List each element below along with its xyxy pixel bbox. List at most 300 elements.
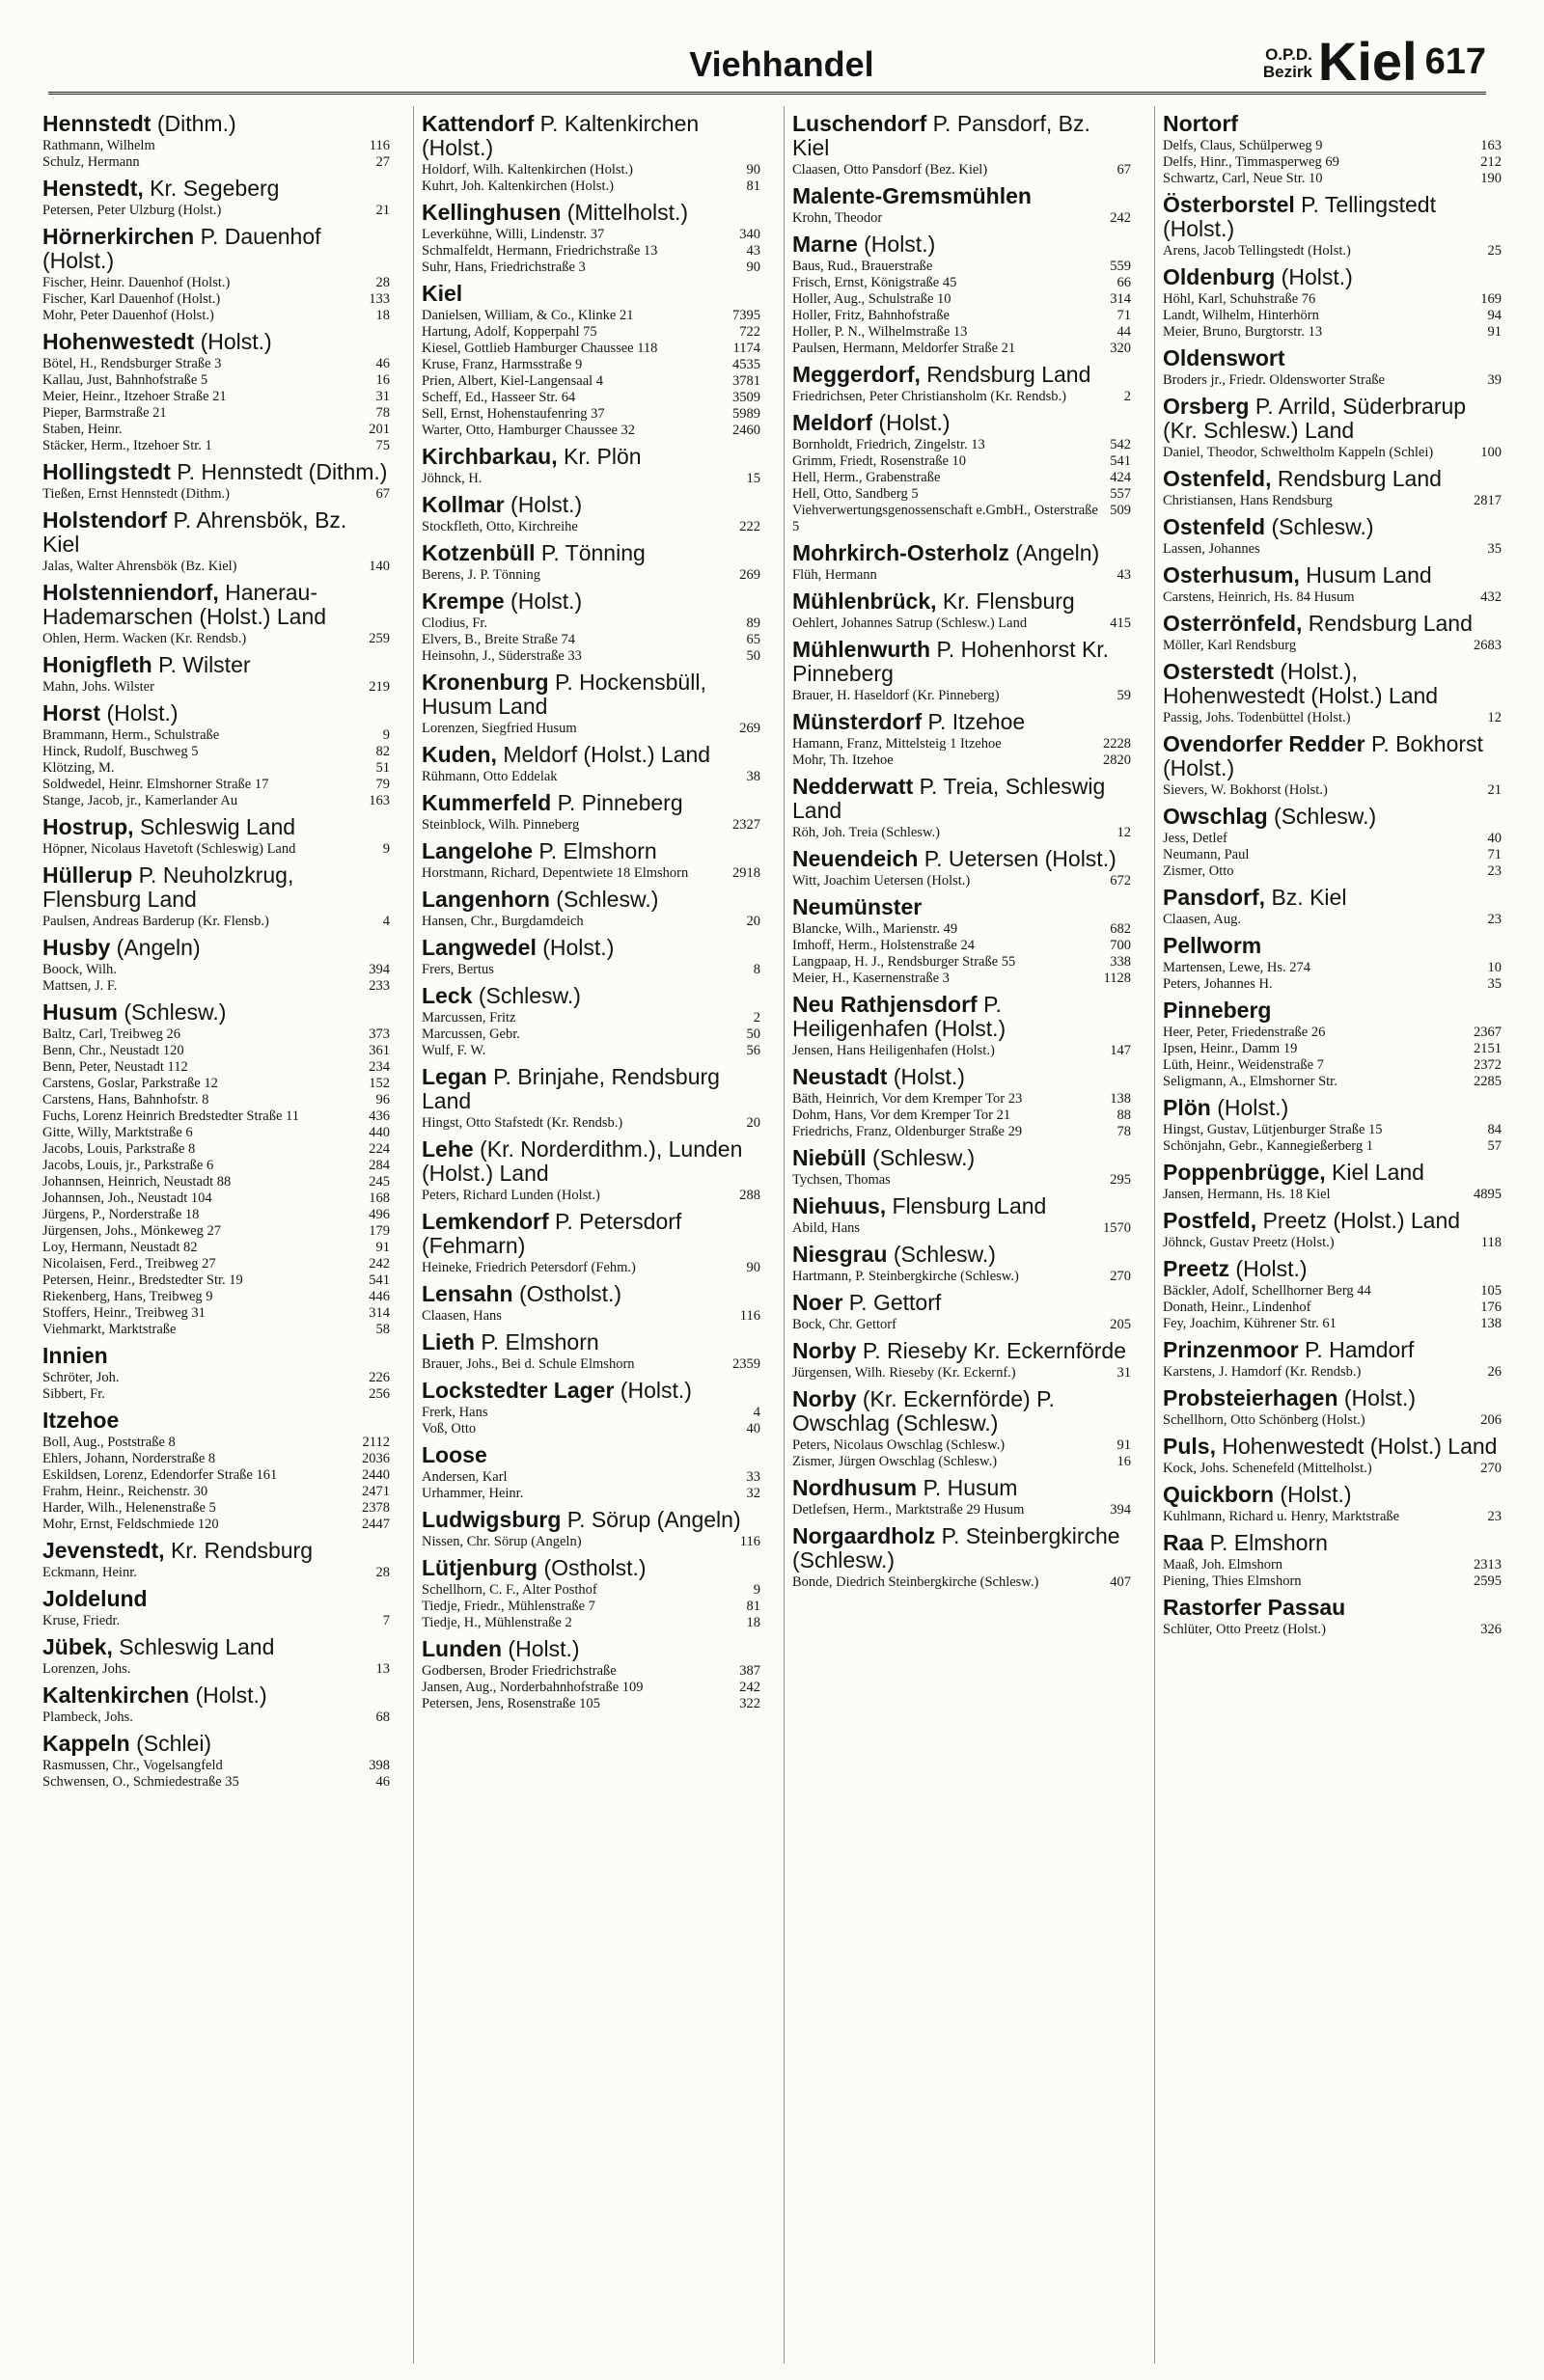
phone-number: 9 [382,841,390,857]
dealer-entry [792,954,1131,971]
place-block [792,541,1131,584]
dealer-name: Harder, Wilh., Helenenstraße 5 [42,1500,216,1516]
place-heading [422,445,760,469]
dealer-name: Carstens, Hans, Bahnhofstr. 8 [42,1092,209,1108]
dealer-entry [42,1272,390,1289]
place-qualifier: (Holst.) [1275,264,1353,289]
place-heading [792,895,1131,919]
phone-number: 682 [1110,921,1131,937]
place-name: Kuden, [422,742,497,767]
dealer-entry [42,793,390,809]
dealer-entry [792,308,1131,324]
dealer-name: Sell, Ernst, Hohenstaufenring 37 [422,406,605,422]
phone-number: 50 [746,648,760,664]
place-name: Kiel [422,281,463,306]
dealer-name: Kuhrt, Joh. Kaltenkirchen (Holst.) [422,178,614,194]
dealer-entry [42,777,390,793]
phone-number: 2447 [362,1517,390,1532]
phone-number: 90 [746,162,760,178]
phone-number: 541 [1110,453,1131,469]
place-qualifier: (Holst.) [194,329,272,354]
phone-number: 242 [369,1256,390,1272]
dealer-entry [42,1256,390,1272]
place-heading [422,1556,760,1580]
place-qualifier: P. Hennstedt (Dithm.) [170,459,388,484]
phone-number: 7 [382,1613,390,1628]
place-block [422,201,760,276]
phone-number: 133 [369,291,390,307]
dealer-name: Jess, Detlef [1163,831,1227,846]
dealer-name: Kruse, Franz, Harmsstraße 9 [422,357,583,372]
dealer-entry [42,389,390,405]
dealer-entry [42,1435,390,1451]
place-heading [792,1243,1131,1267]
dealer-name: Marcussen, Gebr. [422,1026,520,1042]
place-heading [1163,346,1502,370]
dealer-name: Holler, Aug., Schulstraße 10 [792,291,951,307]
dealer-entry [42,1661,390,1678]
place-heading [1163,515,1502,539]
place-block [1163,1257,1502,1332]
phone-number: 509 [1110,503,1131,518]
place-heading [42,815,390,839]
phone-number: 81 [746,1599,760,1614]
dealer-entry [422,567,760,584]
place-block [1163,805,1502,880]
dealer-entry [422,162,760,178]
dealer-entry [1163,1235,1502,1251]
dealer-name: Schellhorn, C. F., Alter Posthof [422,1582,597,1598]
place-name: Legan [422,1064,487,1089]
phone-number: 94 [1487,308,1502,323]
place-block [422,1330,760,1373]
dealer-name: Mahn, Johs. Wilster [42,679,154,695]
dealer-entry [42,1322,390,1338]
dealer-name: Ehlers, Johann, Norderstraße 8 [42,1451,216,1466]
place-qualifier: P. Steinbergkirche (Schlesw.) [792,1523,1120,1573]
phone-number: 32 [746,1486,760,1501]
dealer-name: Scheff, Ed., Hasseer Str. 64 [422,390,576,405]
dealer-entry [792,1454,1131,1470]
place-name: Nordhusum [792,1475,918,1500]
phone-number: 722 [739,324,760,340]
phone-number: 38 [746,769,760,784]
dealer-entry [422,1043,760,1059]
dealer-name: Voß, Otto [422,1421,477,1436]
place-heading [792,1194,1131,1218]
place-heading [792,1387,1131,1436]
dealer-entry [422,1663,760,1680]
place-qualifier: Preetz (Holst.) Land [1256,1208,1461,1233]
phone-number: 201 [369,422,390,437]
dealer-name: Viehmarkt, Marktstraße [42,1322,177,1337]
phone-number: 66 [1117,275,1131,290]
dealer-name: Meier, Heinr., Itzehoer Straße 21 [42,389,227,404]
place-heading [422,282,760,306]
dealer-name: Paulsen, Hermann, Meldorfer Straße 21 [792,341,1016,356]
phone-number: 1570 [1103,1220,1131,1236]
phone-number: 2367 [1474,1025,1502,1040]
dealer-entry [42,1565,390,1581]
dealer-name: Langpaap, H. J., Rendsburger Straße 55 [792,954,1016,970]
phone-number: 2112 [362,1435,390,1450]
place-qualifier: P. Treia, Schleswig Land [792,774,1106,823]
phone-number: 88 [1117,1108,1131,1123]
place-name: Langwedel [422,935,537,960]
place-heading [42,1344,390,1368]
place-heading [42,863,390,912]
dealer-entry [422,260,760,276]
phone-number: 7395 [732,308,760,323]
phone-number: 18 [746,1615,760,1630]
place-block [792,638,1131,704]
phone-number: 90 [746,260,760,275]
dealer-entry [422,406,760,423]
place-qualifier: (Holst.) [504,588,583,614]
phone-number: 43 [1117,567,1131,583]
dealer-entry [422,373,760,390]
place-block [1163,395,1502,461]
dealer-entry [422,1615,760,1631]
dealer-entry [1163,1299,1502,1316]
dealer-entry [42,1289,390,1305]
dealer-name: Friedrichsen, Peter Christiansholm (Kr. Rendsb.) [792,389,1066,404]
place-qualifier: P. Hohenhorst Kr. Pinneberg [792,637,1110,686]
place-heading [792,710,1131,734]
dealer-name: Horstmann, Richard, Depentwiete 18 Elmshorn [422,865,689,881]
phone-number: 116 [739,1308,760,1324]
phone-number: 8 [753,962,760,977]
place-heading [42,1000,390,1025]
place-block [1163,999,1502,1090]
phone-number: 147 [1110,1043,1131,1058]
phone-number: 90 [746,1260,760,1275]
place-heading [42,112,390,136]
dealer-entry [1163,1622,1502,1638]
place-qualifier: Bz. Kiel [1265,885,1347,910]
place-name: Poppenbrügge, [1163,1160,1326,1185]
dealer-entry [1163,912,1502,928]
phone-number: 91 [375,1240,390,1255]
phone-number: 23 [1487,863,1502,879]
phone-number: 387 [739,1663,760,1679]
dealer-name: Stange, Jacob, jr., Kamerlander Au [42,793,238,808]
dealer-name: Brauer, H. Haseldorf (Kr. Pinneberg) [792,688,1000,703]
place-block [422,1137,760,1204]
dealer-name: Witt, Joachim Uetersen (Holst.) [792,873,971,889]
place-block [792,1476,1131,1518]
phone-number: 2359 [732,1356,760,1372]
dealer-name: Donath, Heinr., Lindenhof [1163,1299,1311,1315]
dealer-entry [42,1125,390,1141]
place-qualifier: (Holst.) [1274,1482,1352,1507]
place-qualifier: (Holst.) [189,1682,267,1708]
phone-number: 415 [1110,616,1131,631]
dealer-name: Danielsen, William, & Co., Klinke 21 [422,308,634,323]
dealer-entry [42,978,390,995]
phone-number: 12 [1117,825,1131,840]
dealer-entry [1163,1283,1502,1299]
phone-number: 58 [375,1322,390,1337]
place-name: Kummerfeld [422,790,552,815]
place-name: Mühlenbrück, [792,588,937,614]
place-heading [422,1065,760,1113]
opd-abbrev: O.P.D. [1265,45,1312,64]
phone-number: 432 [1480,589,1502,605]
place-heading [1163,1161,1502,1185]
place-name: Kellinghusen [422,200,562,225]
place-block [792,1194,1131,1237]
header-right [1262,31,1486,92]
dealer-entry [42,1484,390,1500]
place-qualifier: P. Elmshorn [1203,1530,1328,1555]
dealer-name: Tiedje, Friedr., Mühlenstraße 7 [422,1599,595,1614]
dealer-name: Christiansen, Hans Rendsburg [1163,493,1333,508]
place-block [792,993,1131,1059]
phone-number: 219 [369,679,390,695]
place-qualifier: (Kr. Norderdithm.), Lunden (Holst.) Land [422,1136,743,1186]
place-name: Ovendorfer Redder [1163,731,1365,756]
dealer-name: Bäth, Heinrich, Vor dem Kremper Tor 23 [792,1091,1023,1107]
place-qualifier: (Schlesw.) [472,983,581,1008]
dealer-entry [422,324,760,341]
phone-number: 116 [739,1534,760,1549]
phone-number: 270 [1480,1461,1502,1476]
place-name: Raa [1163,1530,1204,1555]
dealer-entry [42,631,390,647]
place-qualifier: (Holst.) [502,1636,580,1661]
phone-number: 21 [1487,782,1502,798]
place-qualifier: P. Uetersen (Holst.) [918,846,1117,871]
phone-number: 256 [369,1386,390,1402]
dealer-name: Hansen, Chr., Burgdamdeich [422,914,584,929]
dealer-entry [42,438,390,454]
place-heading [422,1330,760,1354]
phone-number: 672 [1110,873,1131,889]
place-heading [1163,1096,1502,1120]
dealer-entry [42,356,390,372]
dealer-name: Kuhlmann, Richard u. Henry, Marktstraße [1163,1509,1400,1524]
phone-number: 18 [375,308,390,323]
place-qualifier: (Schlesw.) [1265,514,1374,539]
dealer-entry [1163,863,1502,880]
phone-number: 26 [1487,1364,1502,1380]
dealer-name: Daniel, Theodor, Schweltholm Kappeln (Schlei) [1163,445,1434,460]
place-heading [792,541,1131,565]
place-block [792,1291,1131,1333]
place-qualifier: (Schlesw.) [1267,804,1377,829]
dealer-name: Hingst, Otto Stafstedt (Kr. Rendsb.) [422,1115,623,1131]
place-qualifier: (Holst.) [1337,1385,1416,1410]
place-qualifier: (Ostholst.) [512,1281,622,1306]
dealer-entry [1163,638,1502,654]
phone-number: 1128 [1103,971,1131,986]
dealer-entry [792,752,1131,769]
dealer-name: Pieper, Barmstraße 21 [42,405,167,421]
phone-number: 224 [369,1141,390,1157]
dealer-entry [42,1207,390,1223]
dealer-name: Fuchs, Lorenz Heinrich Bredstedter Straße 11 [42,1108,300,1124]
place-heading [1163,467,1502,491]
place-block [42,1732,390,1791]
dealer-name: Brauer, Johs., Bei d. Schule Elmshorn [422,1356,635,1372]
place-heading [1163,395,1502,443]
dealer-name: Andersen, Karl [422,1469,508,1485]
place-block [422,1508,760,1550]
place-name: Honigfleth [42,652,152,677]
phone-number: 284 [369,1158,390,1173]
phone-number: 233 [369,978,390,994]
dealer-entry [792,1108,1131,1124]
phone-number: 4 [753,1405,760,1420]
dealer-entry [1163,324,1502,341]
place-qualifier: (Schlesw.) [117,999,227,1025]
dealer-entry [792,275,1131,291]
place-name: Orsberg [1163,394,1250,419]
place-name: Norby [792,1338,857,1363]
column-1 [42,106,390,2364]
place-name: Jübek, [42,1634,113,1659]
dealer-entry [1163,445,1502,461]
phone-number: 320 [1110,341,1131,356]
phone-number: 2228 [1103,736,1131,752]
dealer-entry [42,1190,390,1207]
dealer-entry [792,1043,1131,1059]
dealer-entry [792,921,1131,938]
place-name: Langenhorn [422,887,550,912]
phone-number: 23 [1487,912,1502,927]
dealer-entry [422,1188,760,1204]
dealer-entry [422,423,760,439]
dealer-entry [422,1582,760,1599]
phone-number: 2 [1123,389,1131,404]
place-name: Pellworm [1163,933,1262,958]
place-name: Pinneberg [1163,998,1272,1023]
phone-number: 40 [746,1421,760,1436]
phone-number: 44 [1117,324,1131,340]
place-qualifier: P. Pinneberg [551,790,683,815]
dealer-name: Warter, Otto, Hamburger Chaussee 32 [422,423,636,438]
place-name: Rastorfer Passau [1163,1595,1346,1620]
dealer-entry [42,1386,390,1403]
place-block [422,936,760,978]
dealer-name: Jöhnck, Gustav Preetz (Holst.) [1163,1235,1335,1250]
dealer-name: Kruse, Friedr. [42,1613,121,1628]
place-heading [42,936,390,960]
dealer-name: Boll, Aug., Poststraße 8 [42,1435,176,1450]
phone-number: 67 [1117,162,1131,178]
place-block [42,581,390,647]
phone-number: 13 [375,1661,390,1677]
place-qualifier: P. Itzehoe [922,709,1026,734]
dealer-entry [792,1437,1131,1454]
dealer-name: Hell, Otto, Sandberg 5 [792,486,919,502]
place-block [422,743,760,785]
phone-number: 373 [369,1026,390,1042]
place-name: Kronenburg [422,670,549,695]
dealer-name: Abild, Hans [792,1220,861,1236]
place-block [1163,732,1502,799]
place-heading [792,775,1131,823]
dealer-name: Martensen, Lewe, Hs. 274 [1163,960,1311,975]
dealer-entry [42,679,390,696]
dealer-name: Meier, H., Kasernenstraße 3 [792,971,950,986]
dealer-entry [1163,1122,1502,1138]
place-block [1163,1435,1502,1477]
dealer-name: Frisch, Ernst, Königstraße 45 [792,275,957,290]
place-block [1163,1596,1502,1638]
column-2 [413,106,760,2364]
dealer-entry [1163,1509,1502,1525]
dealer-name: Rathmann, Wilhelm [42,138,155,153]
place-heading [1163,1338,1502,1362]
place-block [42,1000,390,1338]
place-qualifier: (Holst.) [887,1064,965,1089]
place-name: Hörnerkirchen [42,224,195,249]
dealer-name: Riekenberg, Hans, Treibweg 9 [42,1289,213,1304]
dealer-name: Frers, Bertus [422,962,494,977]
place-qualifier: (Holst.), Hohenwestedt (Holst.) Land [1163,659,1439,708]
dealer-entry [1163,154,1502,171]
dealer-entry [422,721,760,737]
place-qualifier: (Schlesw.) [549,887,659,912]
dealer-entry [42,1043,390,1059]
phone-number: 2151 [1474,1041,1502,1056]
phone-number: 89 [746,616,760,631]
phone-number: 2918 [732,865,760,881]
place-qualifier: P. Pansdorf, Bz. Kiel [792,111,1090,160]
dealer-name: Eckmann, Heinr. [42,1565,137,1580]
place-qualifier: (Angeln) [110,935,201,960]
place-qualifier: P. Kaltenkirchen (Holst.) [422,111,700,160]
dealer-entry [42,405,390,422]
dealer-entry [42,1076,390,1092]
place-block [792,411,1131,535]
phone-number: 27 [375,154,390,170]
phone-number: 2313 [1474,1557,1502,1573]
place-block [422,1443,760,1502]
place-heading [422,888,760,912]
place-name: Kotzenbüll [422,540,536,565]
place-heading [1163,660,1502,708]
phone-number: 152 [369,1076,390,1091]
dealer-entry [792,389,1131,405]
phone-number: 326 [1480,1622,1502,1637]
dealer-entry [1163,1074,1502,1090]
dealer-entry [1163,1057,1502,1074]
dealer-entry [1163,1557,1502,1573]
place-name: Horst [42,700,101,725]
phone-number: 4895 [1474,1187,1502,1202]
dealer-name: Fischer, Karl Dauenhof (Holst.) [42,291,221,307]
dealer-name: Holler, Fritz, Bahnhofstraße [792,308,950,323]
dealer-entry [792,938,1131,954]
dealer-name: Möller, Karl Rendsburg [1163,638,1297,653]
dealer-name: Plambeck, Johs. [42,1710,133,1725]
phone-number: 23 [1487,1509,1502,1524]
place-qualifier: (Holst.) [100,700,179,725]
place-qualifier: P. Heiligenhafen (Holst.) [792,992,1006,1041]
phone-number: 9 [382,727,390,743]
dealer-name: Ohlen, Herm. Wacken (Kr. Rendsb.) [42,631,247,646]
place-block [1163,112,1502,187]
dealer-entry [42,1092,390,1108]
place-heading [1163,112,1502,136]
dealer-name: Krohn, Theodor [792,210,883,226]
place-block [792,1243,1131,1285]
dealer-entry [1163,1187,1502,1203]
place-name: Lütjenburg [422,1555,538,1580]
